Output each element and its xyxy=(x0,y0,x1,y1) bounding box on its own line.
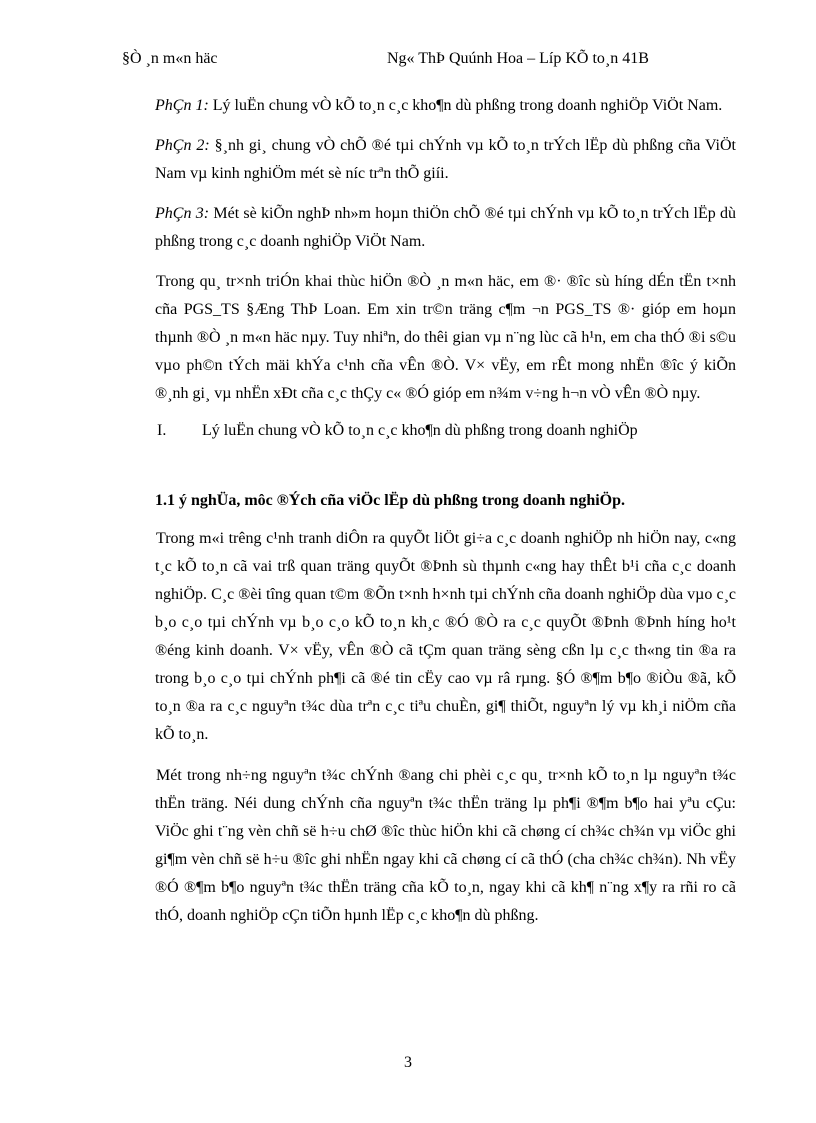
body-paragraph: Mét trong nh÷ng nguyªn t¾c chÝnh ®ang chi phèi c¸c qu¸ tr×nh kÕ to¸n lµ nguyªn t¾c thËn träng. Néi dung chÝnh cña nguyªn t¾c thËn träng lµ ph¶i ®¶m b¶o hai yªu cÇu: ViÖc ghi t¨ng vèn chñ së h÷u chØ ®îc thùc hiÖn khi cã chøng cí ch¾c ch¾n vµ viÖc ghi gi¶m vèn chñ së h÷u ®îc ghi nhËn ngay khi cã chøng cí cã thÓ (cha ch¾c ch¾n). Nh vËy ®Ó ®¶m b¶o nguyªn t¾c thËn träng cña kÕ to¸n, ngay khi cã kh¶ n¨ng x¶y ra rñi ro cã thÓ, doanh nghiÖp cÇn tiÕn hµnh lËp c¸c kho¶n dù phßng. xyxy=(155,767,736,924)
part-1-label: PhÇn 1: xyxy=(155,97,209,114)
part-2 xyxy=(155,132,736,188)
page-content xyxy=(155,92,736,943)
intro-paragraph: Trong qu¸ tr×nh triÓn khai thùc hiÖn ®Ò ¸n m«n häc, em ®· ®îc sù híng dÉn tËn t×nh cña PGS_TS §Æng ThÞ Loan. Em xin tr©n träng c¶m ¬n PGS_TS ®· gióp em hoµn thµnh ®Ò ¸n m«n häc nµy. Tuy nhiªn, do thêi gian vµ n¨ng lùc cã h¹n, em cha thÓ ®i s©u vµo ph©n tÝch mäi khÝa c¹nh cña vÊn ®Ò. V× vËy, em rÊt mong nhËn ®îc ý kiÕn ®¸nh gi¸ vµ nhËn xÐt cña c¸c thÇy c« ®Ó gióp em n¾m v÷ng h¬n vÒ vÊn ®Ò nµy. xyxy=(155,273,736,402)
header-project-title: §Ò ¸n m«n häc xyxy=(122,50,218,67)
part-3-text: Mét sè kiÕn nghÞ nh»m hoµn thiÖn chÕ ®é tµi chÝnh vµ kÕ to¸n trÝch lËp dù phßng trong c¸c doanh nghiÖp ViÖt Nam. xyxy=(155,205,737,250)
body-paragraph: Trong m«i trêng c¹nh tranh diÔn ra quyÕt liÖt gi÷a c¸c doanh nghiÖp nh hiÖn nay, c«ng t¸c kÕ to¸n cã vai trß quan träng quyÕt ®Þnh sù thµnh c«ng hay thÊt b¹i cña c¸c doanh nghiÖp. C¸c ®èi tîng quan t©m ®Õn t×nh h×nh tµi chÝnh cña doanh nghiÖp dùa vµo c¸c b¸o c¸o tµi chÝnh vµ b¸o c¸o kÕ to¸n kh¸c ®Ó ®Ò ra c¸c quyÕt ®Þnh ®Þnh híng ho¹t ®éng kinh doanh. V× vËy, vÊn ®Ò cã tÇm quan träng sèng cßn lµ c¸c th«ng tin ®a ra trong b¸o c¸o tµi chÝnh ph¶i cã ®é tin cËy cao vµ râ rµng. §Ó ®¶m b¶o ®iÒu ®ã, kÕ to¸n ®a ra c¸c nguyªn t¾c dùa trªn c¸c tiªu chuÈn, gi¶ thiÕt, nguyªn lý vµ kh¸i niÖm cña kÕ to¸n. xyxy=(155,530,736,743)
part-1 xyxy=(155,92,736,120)
part-3 xyxy=(155,200,736,256)
chapter-heading xyxy=(155,417,736,445)
part-1-text: Lý luËn chung vÒ kÕ to¸n c¸c kho¶n dù phßng trong doanh nghiÖp ViÖt Nam. xyxy=(208,97,723,114)
page-header xyxy=(122,50,732,72)
chapter-title: Lý luËn chung vÒ kÕ to¸n c¸c kho¶n dù phßng trong doanh nghiÖp xyxy=(202,422,638,439)
header-author: Ng« ThÞ Quúnh Hoa – Líp KÕ to¸n 41B xyxy=(387,50,649,67)
part-2-label: PhÇn 2: xyxy=(155,137,210,154)
chapter-number: I. xyxy=(157,422,167,439)
section-heading: 1.1 ý nghÜa, môc ®Ých cña viÖc lËp dù phßng trong doanh nghiÖp. xyxy=(155,492,626,509)
part-3-label: PhÇn 3: xyxy=(155,205,210,222)
page-number: 3 xyxy=(404,1054,412,1071)
part-2-text: §¸nh gi¸ chung vÒ chÕ ®é tµi chÝnh vµ kÕ to¸n trÝch lËp dù phßng cña ViÖt Nam vµ kinh nghiÖm mét sè níc trªn thÕ giíi. xyxy=(155,137,736,182)
